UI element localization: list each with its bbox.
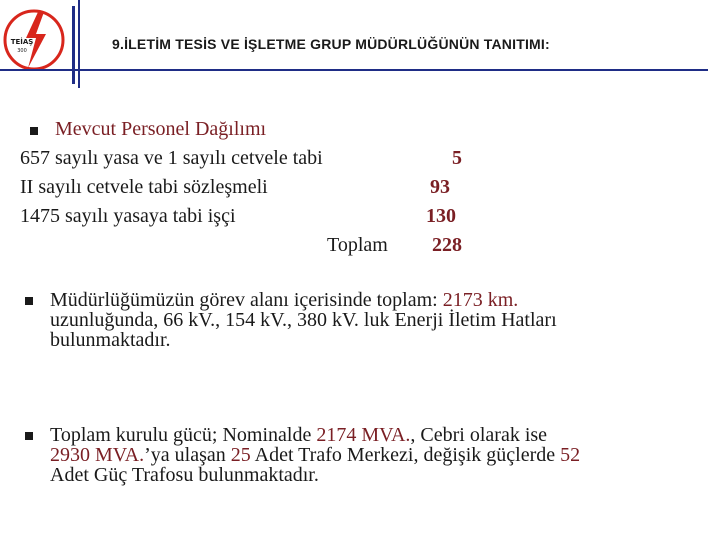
para2-text: Toplam kurulu gücü; Nominalde xyxy=(50,424,317,446)
personnel-total-value: 228 xyxy=(432,234,462,256)
para2-line3: Adet Güç Trafosu bulunmaktadır. xyxy=(50,464,319,486)
para2-nominal: 2174 MVA. xyxy=(316,424,411,446)
logo-text-2: 300 xyxy=(17,48,27,54)
header-divider-vertical-1 xyxy=(72,6,75,84)
para2-transformer-count: 52 xyxy=(560,444,581,466)
para2-text: Adet Trafo Merkezi, değişik güçlerde xyxy=(250,444,561,466)
para2-forced: 2930 MVA. xyxy=(50,444,145,466)
personnel-row-label: 1475 sayılı yasaya tabi işçi xyxy=(20,205,236,227)
personnel-row-value: 5 xyxy=(452,147,462,169)
bullet-icon xyxy=(25,297,33,305)
paragraph-installed-power xyxy=(50,425,710,485)
para1-text: Müdürlüğümüzün görev alanı içerisinde toplam: xyxy=(50,289,443,311)
para2-substation-count: 25 xyxy=(230,444,251,466)
paragraph-transmission-lines xyxy=(50,290,710,350)
personnel-total-label: Toplam xyxy=(327,234,388,256)
personnel-row-value: 93 xyxy=(430,176,450,198)
header-divider-vertical-2 xyxy=(78,0,80,88)
bullet-icon xyxy=(30,127,38,135)
teias-logo xyxy=(2,8,66,72)
para2-text: , Cebri olarak ise xyxy=(410,424,548,446)
logo-text-1: TEİAŞ xyxy=(10,38,34,46)
page-title: 9.İLETİM TESİS VE İŞLETME GRUP MÜDÜRLÜĞÜNÜN TANITIMI: xyxy=(112,36,550,52)
para1-line2: uzunluğunda, 66 kV., 154 kV., 380 kV. luk Enerji İletim Hatları xyxy=(50,309,557,331)
personnel-row-label: II sayılı cetvele tabi sözleşmeli xyxy=(20,176,268,198)
para1-line3: bulunmaktadır. xyxy=(50,329,171,351)
para2-text: ’ya ulaşan xyxy=(144,444,231,466)
personnel-heading: Mevcut Personel Dağılımı xyxy=(55,118,267,140)
bullet-icon xyxy=(25,432,33,440)
personnel-row-value: 130 xyxy=(426,205,456,227)
personnel-row-label: 657 sayılı yasa ve 1 sayılı cetvele tabi xyxy=(20,147,323,169)
header-divider-horizontal xyxy=(0,69,708,71)
para1-length: 2173 km. xyxy=(442,289,519,311)
